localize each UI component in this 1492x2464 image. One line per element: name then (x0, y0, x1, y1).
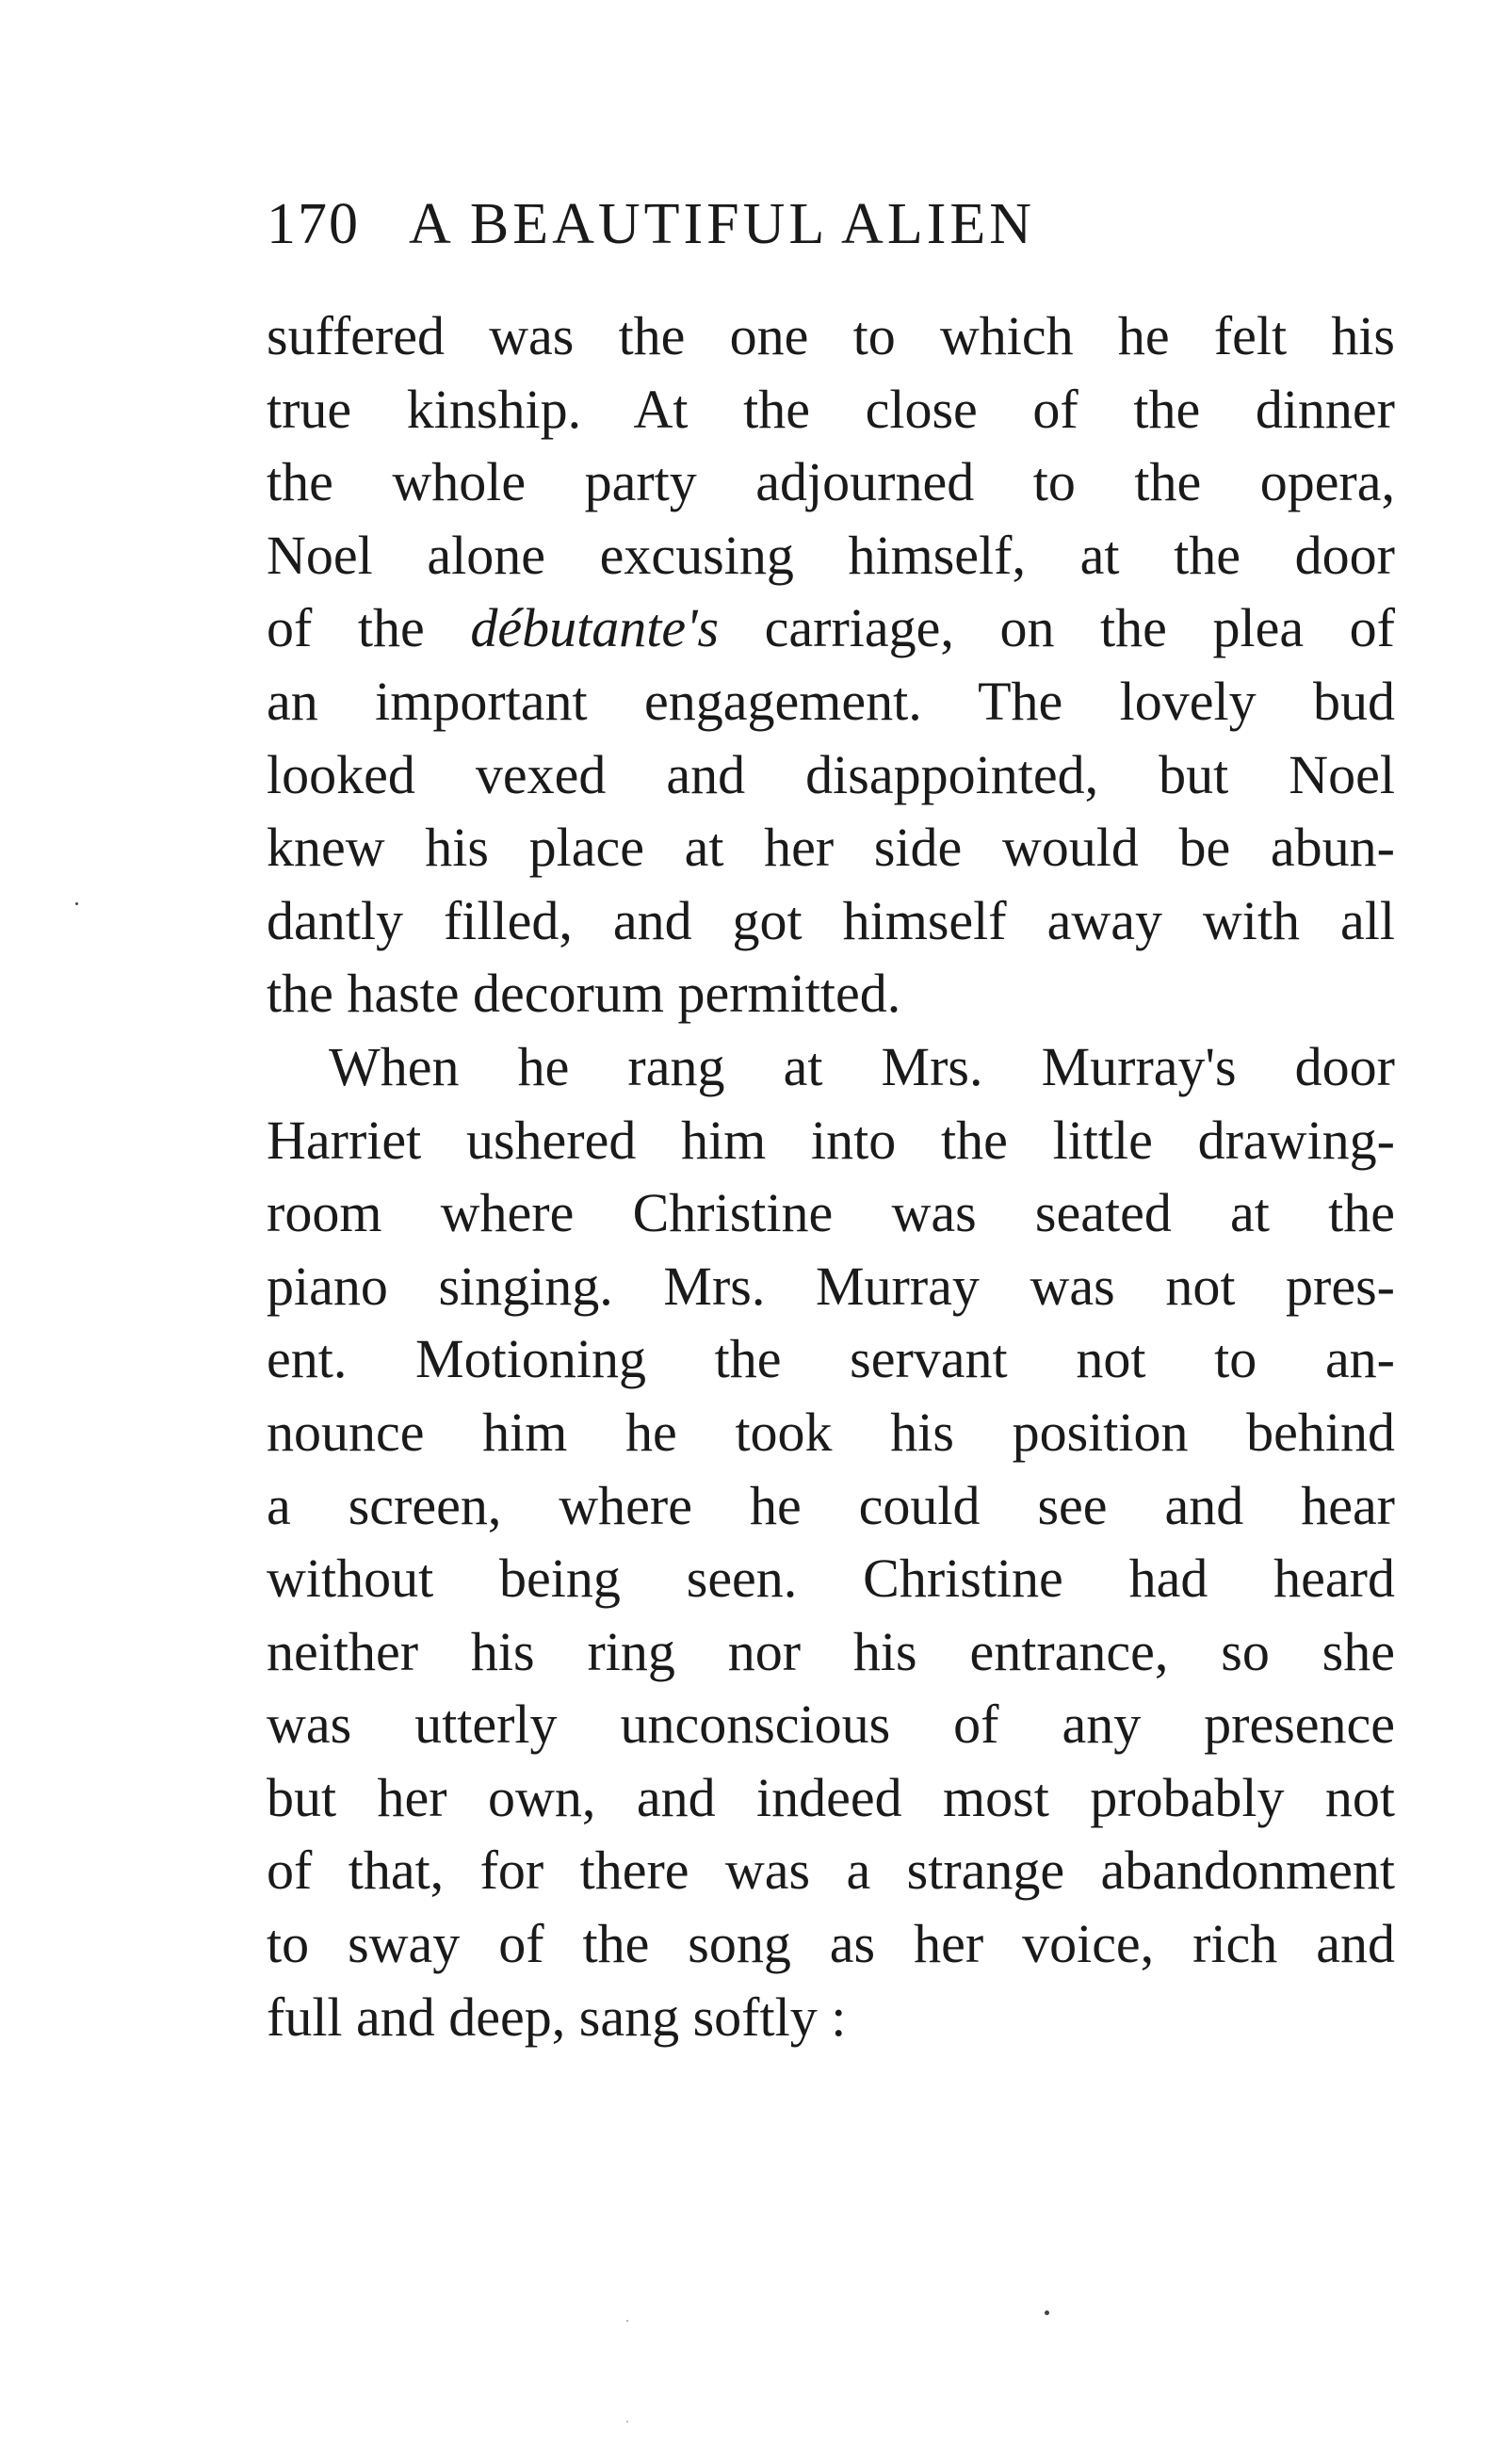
text-line: knew his place at her side would be abun- (267, 817, 1395, 879)
running-title: A BEAUTIFUL ALIEN (409, 192, 1035, 256)
text-line: Harriet ushered him into the little drawing- (267, 1109, 1395, 1171)
text-line: a screen, where he could see and hear (267, 1474, 1395, 1536)
italic-word: débutante's (470, 597, 720, 659)
text-line: the haste decorum permitted. (267, 963, 901, 1025)
text-line: but her own, and indeed most probably not (267, 1766, 1395, 1828)
text-line: dantly filled, and got himself away with all (267, 889, 1395, 951)
text-line: ent. Motioning the servant not to an- (267, 1328, 1395, 1390)
text-line: piano singing. Mrs. Murray was not pres- (267, 1255, 1395, 1317)
text-line: to sway of the song as her voice, rich and (267, 1913, 1395, 1975)
text-line (267, 592, 1395, 665)
text-line: looked vexed and disappointed, but Noel (267, 743, 1395, 805)
text-line: without being seen. Christine had heard (267, 1548, 1395, 1610)
paper-speck (626, 2421, 628, 2423)
text-line: an important engagement. The lovely bud (267, 670, 1395, 732)
text-line: suffered was the one to which he felt his (267, 305, 1395, 366)
text-line: full and deep, sang softly : (267, 1986, 847, 2048)
body-text (267, 300, 1395, 2053)
text-line: true kinship. At the close of the dinner (267, 378, 1395, 440)
text-line: neither his ring nor his entrance, so she (267, 1620, 1395, 1682)
page-number: 170 (267, 192, 360, 256)
text-line: the whole party adjourned to the opera, (267, 451, 1395, 513)
text-line: Noel alone excusing himself, at the door (267, 524, 1395, 586)
paper-speck (626, 2320, 628, 2322)
text-line: room where Christine was seated at the (267, 1182, 1395, 1244)
paper-speck (75, 902, 78, 905)
text-segment: of the (267, 597, 425, 659)
running-header (267, 186, 1208, 262)
text-segment: carriage, on the plea of (764, 597, 1395, 659)
text-line: of that, for there was a strange abandonment (267, 1840, 1395, 1902)
paragraph-first-line: When he rang at Mrs. Murray's door (329, 1035, 1395, 1097)
text-line: was utterly unconscious of any presence (267, 1694, 1395, 1756)
text-line: nounce him he took his position behind (267, 1401, 1395, 1463)
paper-speck (1045, 2310, 1049, 2315)
